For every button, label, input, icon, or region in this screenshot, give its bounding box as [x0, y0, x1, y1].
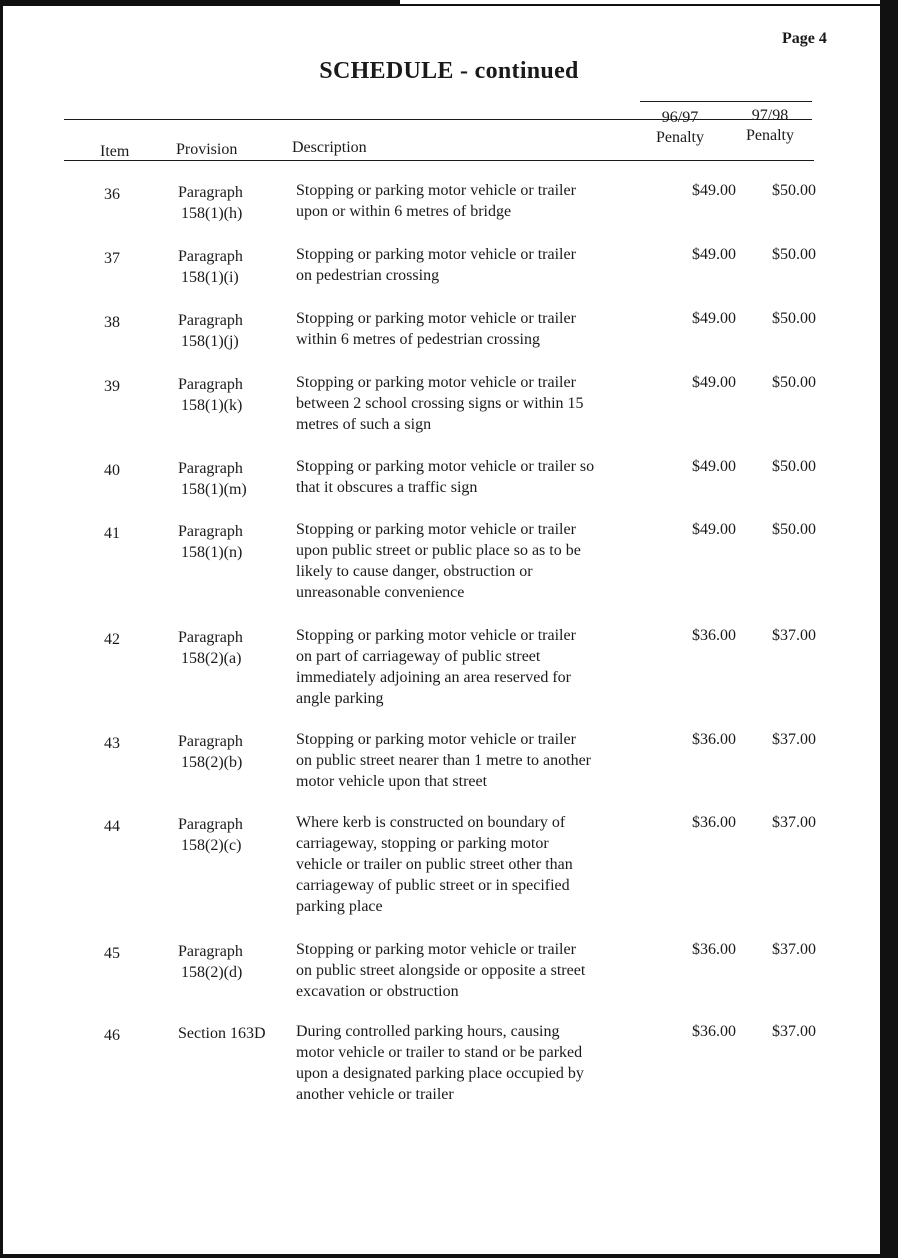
row-description — [296, 812, 641, 917]
row-penalty-9697: $36.00 — [692, 731, 736, 748]
description-line: within 6 metres of pedestrian crossing — [296, 331, 540, 348]
description-line: another vehicle or trailer — [296, 1086, 454, 1103]
row-description — [296, 244, 641, 286]
row-provision — [178, 521, 293, 563]
penalty-9697-label: Penalty — [656, 129, 704, 146]
row-provision — [178, 182, 293, 224]
description-line: parking place — [296, 898, 383, 915]
provision-type: Paragraph — [178, 943, 243, 960]
row-penalty-9798: $50.00 — [772, 458, 816, 475]
row-item-number: 37 — [104, 250, 120, 267]
description-line: on public street alongside or opposite a street — [296, 962, 586, 979]
row-item-number: 43 — [104, 735, 120, 752]
provision-type: Paragraph — [178, 816, 243, 833]
row-penalty-9697: $49.00 — [692, 310, 736, 327]
description-line: excavation or obstruction — [296, 983, 459, 1000]
row-penalty-9697: $49.00 — [692, 246, 736, 263]
row-description — [296, 180, 641, 222]
description-line: upon a designated parking place occupied by — [296, 1065, 584, 1082]
row-penalty-9697: $36.00 — [692, 1023, 736, 1040]
description-line: likely to cause danger, obstruction or — [296, 563, 533, 580]
provision-type: Paragraph — [178, 629, 243, 646]
row-penalty-9697: $36.00 — [692, 814, 736, 831]
provision-type: Paragraph — [178, 248, 243, 265]
penalty-9798-label: Penalty — [746, 127, 794, 144]
page-number: Page 4 — [782, 30, 827, 47]
row-description — [296, 1021, 641, 1105]
row-provision — [178, 458, 293, 500]
description-line: on part of carriageway of public street — [296, 648, 541, 665]
row-item-number: 46 — [104, 1027, 120, 1044]
description-line: angle parking — [296, 690, 384, 707]
description-line: between 2 school crossing signs or within 15 — [296, 395, 584, 412]
description-line: unreasonable convenience — [296, 584, 465, 601]
row-description — [296, 625, 641, 709]
page-title: SCHEDULE - continued — [319, 58, 579, 84]
row-provision — [178, 310, 293, 352]
description-line: on public street nearer than 1 metre to another — [296, 752, 591, 769]
row-penalty-9697: $49.00 — [692, 182, 736, 199]
penalty-9697-year: 96/97 — [661, 109, 699, 126]
row-item-number: 38 — [104, 314, 120, 331]
row-penalty-9798: $50.00 — [772, 182, 816, 199]
description-line: Where kerb is constructed on boundary of — [296, 814, 566, 831]
provision-reference: 158(1)(m) — [181, 481, 247, 498]
row-penalty-9697: $49.00 — [692, 374, 736, 391]
row-penalty-9798: $37.00 — [772, 941, 816, 958]
description-line: motor vehicle or trailer to stand or be parked — [296, 1044, 583, 1061]
row-penalty-9697: $36.00 — [692, 941, 736, 958]
row-penalty-9798: $37.00 — [772, 814, 816, 831]
description-line: upon or within 6 metres of bridge — [296, 203, 512, 220]
description-line: upon public street or public place so as to be — [296, 542, 581, 559]
provision-type: Paragraph — [178, 184, 243, 201]
description-line: metres of such a sign — [296, 416, 432, 433]
provision-type: Paragraph — [178, 376, 243, 393]
row-description — [296, 939, 641, 1002]
description-line: Stopping or parking motor vehicle or trailer — [296, 246, 576, 263]
row-penalty-9798: $37.00 — [772, 731, 816, 748]
provision-type: Paragraph — [178, 523, 243, 540]
row-description — [296, 372, 641, 435]
description-line: motor vehicle upon that street — [296, 773, 488, 790]
provision-type: Paragraph — [178, 460, 243, 477]
row-item-number: 42 — [104, 631, 120, 648]
provision-reference: 158(1)(j) — [181, 333, 239, 350]
row-provision — [178, 814, 293, 856]
column-header-penalty-9798 — [734, 106, 806, 146]
row-provision — [178, 627, 293, 669]
description-line: immediately adjoining an area reserved for — [296, 669, 571, 686]
description-line: Stopping or parking motor vehicle or trailer — [296, 310, 576, 327]
description-line: During controlled parking hours, causing — [296, 1023, 560, 1040]
provision-reference: 158(1)(i) — [181, 269, 239, 286]
description-line: Stopping or parking motor vehicle or trailer so — [296, 458, 595, 475]
row-penalty-9798: $37.00 — [772, 627, 816, 644]
description-line: Stopping or parking motor vehicle or trailer — [296, 731, 576, 748]
provision-reference: 158(2)(d) — [181, 964, 243, 981]
provision-reference: 158(1)(k) — [181, 397, 243, 414]
row-item-number: 44 — [104, 818, 120, 835]
column-header-description: Description — [292, 139, 367, 156]
description-line: Stopping or parking motor vehicle or trailer — [296, 521, 576, 538]
row-item-number: 45 — [104, 945, 120, 962]
row-penalty-9697: $49.00 — [692, 521, 736, 538]
row-provision — [178, 731, 293, 773]
row-description — [296, 308, 641, 350]
column-header-penalty-9697 — [644, 108, 716, 148]
row-description — [296, 519, 641, 603]
row-description — [296, 729, 641, 792]
description-line: vehicle or trailer on public street other than — [296, 856, 573, 873]
scan-border-bottom — [0, 1254, 898, 1258]
header-rule-bottom — [64, 160, 814, 161]
scan-border-gap — [400, 0, 880, 4]
row-penalty-9798: $50.00 — [772, 246, 816, 263]
description-line: Stopping or parking motor vehicle or trailer — [296, 941, 576, 958]
provision-type: Paragraph — [178, 312, 243, 329]
row-item-number: 40 — [104, 462, 120, 479]
row-item-number: 41 — [104, 525, 120, 542]
provision-reference: 158(1)(n) — [181, 544, 243, 561]
scan-border-right — [880, 0, 898, 1258]
row-penalty-9798: $50.00 — [772, 310, 816, 327]
penalty-9798-year: 97/98 — [751, 107, 789, 124]
header-rule-penalty — [640, 101, 812, 102]
provision-reference: 158(1)(h) — [181, 205, 243, 222]
row-provision — [178, 941, 293, 983]
row-penalty-9798: $50.00 — [772, 374, 816, 391]
row-provision — [178, 246, 293, 288]
row-provision — [178, 374, 293, 416]
description-line: on pedestrian crossing — [296, 267, 440, 284]
row-item-number: 39 — [104, 378, 120, 395]
row-item-number: 36 — [104, 186, 120, 203]
scan-border-left — [0, 0, 3, 1258]
provision-reference: 158(2)(b) — [181, 754, 243, 771]
row-penalty-9798: $37.00 — [772, 1023, 816, 1040]
provision-reference: 158(2)(c) — [181, 837, 242, 854]
description-line: Stopping or parking motor vehicle or trailer — [296, 627, 576, 644]
description-line: Stopping or parking motor vehicle or trailer — [296, 182, 576, 199]
description-line: carriageway, stopping or parking motor — [296, 835, 549, 852]
column-header-provision: Provision — [176, 141, 238, 158]
provision-type: Section 163D — [178, 1025, 266, 1042]
description-line: carriageway of public street or in specified — [296, 877, 570, 894]
provision-reference: 158(2)(a) — [181, 650, 242, 667]
row-description — [296, 456, 641, 498]
row-provision — [178, 1023, 293, 1044]
provision-type: Paragraph — [178, 733, 243, 750]
description-line: that it obscures a traffic sign — [296, 479, 478, 496]
column-header-item: Item — [100, 143, 130, 160]
row-penalty-9798: $50.00 — [772, 521, 816, 538]
description-line: Stopping or parking motor vehicle or trailer — [296, 374, 576, 391]
row-penalty-9697: $49.00 — [692, 458, 736, 475]
row-penalty-9697: $36.00 — [692, 627, 736, 644]
